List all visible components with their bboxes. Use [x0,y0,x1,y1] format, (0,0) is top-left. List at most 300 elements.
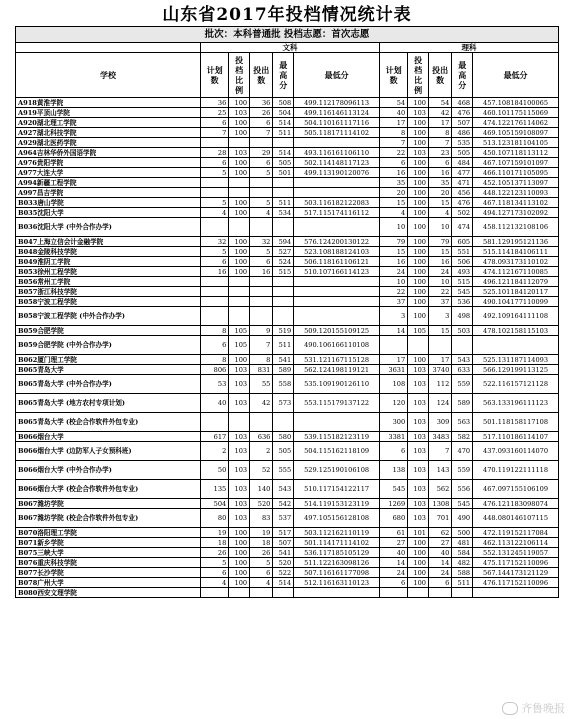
like-out: 40 [429,548,452,558]
wenke-plan [201,287,229,297]
col-out: 投出数 [250,53,273,98]
like-plan: 17 [380,355,408,365]
like-plan: 6 [380,578,408,588]
like-min: 552.131245119057 [473,548,559,558]
like-ratio: 100 [408,168,429,178]
table-row [16,208,559,218]
wenke-min: 506.118161106121 [294,257,380,267]
wenke-plan: 36 [201,98,229,108]
wenke-min: 523.108188124103 [294,247,380,257]
wenke-ratio: 100 [229,128,250,138]
wenke-out: 636 [250,432,273,442]
like-ratio: 103 [408,394,429,413]
wenke-out: 831 [250,365,273,375]
like-min: 513.123181104105 [473,138,559,148]
wenke-plan: 5 [201,198,229,208]
wenke-plan [201,277,229,287]
like-ratio: 100 [408,98,429,108]
school-name: B058宁波工程学院 (中外合作办学) [16,307,201,326]
wenke-plan: 5 [201,247,229,257]
school-name: B035沈阳大学 [16,208,201,218]
table-row [16,218,559,237]
like-min: 448.122123110093 [473,188,559,198]
table-row [16,168,559,178]
wenke-out: 55 [250,375,273,394]
like-max: 474 [452,218,473,237]
like-min: 525.131187114093 [473,355,559,365]
like-min: 501.118158117108 [473,413,559,432]
school-name: B077长沙学院 [16,568,201,578]
wenke-out: 19 [250,528,273,538]
like-ratio: 100 [408,568,429,578]
like-out: 15 [429,247,452,257]
wenke-out: 5 [250,558,273,568]
like-min: 450.107118113112 [473,148,559,158]
wenke-ratio: 100 [229,538,250,548]
like-min: 522.116157121128 [473,375,559,394]
wenke-max: 514 [273,148,294,158]
table-row [16,528,559,538]
table-row [16,267,559,277]
table-row [16,237,559,247]
like-out: 20 [429,188,452,198]
wenke-min: 514.119153123119 [294,499,380,509]
like-out: 14 [429,558,452,568]
wenke-plan: 28 [201,148,229,158]
like-max: 563 [452,413,473,432]
wenke-ratio: 103 [229,461,250,480]
like-max: 511 [452,578,473,588]
like-out: 24 [429,267,452,277]
wenke-out [250,277,273,287]
wenke-plan: 6 [201,336,229,355]
like-out: 22 [429,287,452,297]
table-row [16,326,559,336]
like-ratio: 100 [408,257,429,267]
like-min: 563.133196111123 [473,394,559,413]
like-plan: 120 [380,394,408,413]
like-ratio: 103 [408,480,429,499]
wenke-min: 535.109190126110 [294,375,380,394]
like-plan: 54 [380,98,408,108]
like-max: 582 [452,432,473,442]
like-ratio: 103 [408,442,429,461]
wenke-ratio: 100 [229,118,250,128]
wenke-plan: 2 [201,442,229,461]
like-max: 633 [452,365,473,375]
wenke-min [294,218,380,237]
like-max: 543 [452,355,473,365]
like-min: 457.108184100065 [473,98,559,108]
school-name: B056常州工学院 [16,277,201,287]
wenke-max [273,413,294,432]
school-name: B053徐州工程学院 [16,267,201,277]
like-out: 35 [429,178,452,188]
table-row [16,568,559,578]
like-min: 490.104177110099 [473,297,559,307]
like-plan: 61 [380,528,408,538]
wenke-min [294,413,380,432]
like-max: 605 [452,237,473,247]
like-max: 507 [452,118,473,128]
like-ratio: 100 [408,548,429,558]
like-out: 4 [429,208,452,218]
like-ratio [408,588,429,598]
like-max: 503 [452,326,473,336]
school-name: B049淮阴工学院 [16,257,201,267]
table-row [16,257,559,267]
like-plan: 3631 [380,365,408,375]
school-name: B048金陵科技学院 [16,247,201,257]
like-plan: 1269 [380,499,408,509]
like-max: 468 [452,98,473,108]
wenke-min: 505.118171114102 [294,128,380,138]
wenke-out: 4 [250,208,273,218]
like-min: 469.105159108097 [473,128,559,138]
table-row [16,118,559,128]
col-ratio: 投档比例 [408,53,429,98]
like-ratio: 100 [408,247,429,257]
wenke-max: 594 [273,237,294,247]
like-min: 476.117152110096 [473,578,559,588]
wenke-ratio: 103 [229,442,250,461]
like-out: 62 [429,528,452,538]
wenke-max: 541 [273,355,294,365]
like-ratio: 100 [408,208,429,218]
like-ratio: 100 [408,538,429,548]
wenke-min [294,297,380,307]
wenke-max [273,178,294,188]
like-ratio [408,336,429,355]
wenke-ratio: 100 [229,208,250,218]
school-name: A920湖北理工学院 [16,118,201,128]
wenke-out: 5 [250,247,273,257]
like-ratio: 103 [408,148,429,158]
wenke-max: 501 [273,168,294,178]
group-like: 理科 [380,43,559,53]
table-row [16,461,559,480]
wenke-out: 52 [250,461,273,480]
wenke-max: 507 [273,538,294,548]
wenke-ratio [229,138,250,148]
school-name: A964吉林华侨外国语学院 [16,148,201,158]
wenke-plan: 135 [201,480,229,499]
wenke-plan: 4 [201,578,229,588]
like-plan: 10 [380,277,408,287]
like-out: 27 [429,538,452,548]
like-min: 478.093173110102 [473,257,559,267]
like-min: 517.110186114107 [473,432,559,442]
like-min: 437.093160114070 [473,442,559,461]
school-name: B066烟台大学 (边防军人子女预科班) [16,442,201,461]
like-max: 551 [452,247,473,257]
table-row [16,158,559,168]
wenke-plan [201,588,229,598]
like-max: 559 [452,375,473,394]
like-min: 492.109164111108 [473,307,559,326]
wenke-max: 511 [273,198,294,208]
wenke-min: 576.124200130122 [294,237,380,247]
table-row [16,148,559,158]
like-max: 481 [452,538,473,548]
table-row [16,375,559,394]
wenke-out [250,413,273,432]
wenke-min: 512.116163110123 [294,578,380,588]
like-plan: 3381 [380,432,408,442]
wenke-plan [201,297,229,307]
wenke-ratio [229,188,250,198]
like-min [473,588,559,598]
school-name: B071新乡学院 [16,538,201,548]
wenke-out: 16 [250,267,273,277]
like-out: 3483 [429,432,452,442]
table-row [16,98,559,108]
like-out: 8 [429,128,452,138]
wenke-out: 29 [250,148,273,158]
wenke-ratio: 100 [229,237,250,247]
like-out [429,336,452,355]
wenke-max: 527 [273,247,294,257]
wenke-min: 531.121167115128 [294,355,380,365]
wenke-ratio: 100 [229,578,250,588]
wenke-min: 499.116146113124 [294,108,380,118]
wenke-plan: 16 [201,267,229,277]
wenke-ratio [229,287,250,297]
wenke-ratio: 100 [229,267,250,277]
school-name: B047上海立信会计金融学院 [16,237,201,247]
like-max: 584 [452,548,473,558]
like-max: 556 [452,480,473,499]
wenke-max: 522 [273,568,294,578]
wenke-min: 504.110161117116 [294,118,380,128]
like-plan: 17 [380,118,408,128]
table-row [16,499,559,509]
like-min: 496.121184112079 [473,277,559,287]
like-ratio: 100 [408,178,429,188]
like-out: 143 [429,461,452,480]
wenke-out [250,287,273,297]
like-max: 476 [452,198,473,208]
table-row [16,128,559,138]
like-plan: 15 [380,198,408,208]
batch-subtitle: 批次：本科普通批 投档志愿：首次志愿 [16,27,559,43]
wenke-max: 537 [273,509,294,528]
wenke-out: 9 [250,326,273,336]
like-plan: 108 [380,375,408,394]
like-plan: 22 [380,148,408,158]
like-plan: 16 [380,168,408,178]
table-row [16,588,559,598]
like-plan: 27 [380,538,408,548]
like-out: 37 [429,297,452,307]
wenke-max: 514 [273,578,294,588]
wenke-plan: 80 [201,509,229,528]
wechat-icon [502,702,518,715]
col-max: 最高分 [452,53,473,98]
wenke-out: 26 [250,548,273,558]
like-max: 545 [452,287,473,297]
wenke-plan: 50 [201,461,229,480]
table-row [16,578,559,588]
wenke-max: 514 [273,118,294,128]
like-out: 7 [429,442,452,461]
like-ratio: 100 [408,158,429,168]
like-out: 24 [429,568,452,578]
like-plan [380,336,408,355]
like-ratio: 101 [408,528,429,538]
wenke-plan: 5 [201,168,229,178]
wenke-ratio: 100 [229,355,250,365]
wenke-plan [201,413,229,432]
table-row [16,394,559,413]
like-max: 498 [452,307,473,326]
wenke-out: 42 [250,394,273,413]
school-name: B065青岛大学 (中外合作办学) [16,375,201,394]
wenke-out [250,297,273,307]
wenke-ratio: 105 [229,336,250,355]
like-ratio: 100 [408,307,429,326]
wenke-plan [201,307,229,326]
like-ratio: 100 [408,297,429,307]
school-name: B070洛阳理工学院 [16,528,201,538]
table-row [16,247,559,257]
like-out: 309 [429,413,452,432]
wenke-max [273,277,294,287]
table-row [16,287,559,297]
like-out: 124 [429,394,452,413]
table-row [16,108,559,118]
wenke-out: 7 [250,336,273,355]
table-row [16,480,559,499]
wenke-max: 519 [273,326,294,336]
wenke-ratio [229,307,250,326]
table-row [16,509,559,528]
wenke-max: 555 [273,461,294,480]
wenke-min: 503.116182122083 [294,198,380,208]
table-row [16,277,559,287]
wenke-ratio: 103 [229,365,250,375]
school-name: A927湖北科技学院 [16,128,201,138]
like-plan: 35 [380,178,408,188]
admission-table [15,26,559,598]
like-max: 545 [452,499,473,509]
like-min: 467.118134113102 [473,198,559,208]
like-ratio: 100 [408,578,429,588]
wenke-min [294,188,380,198]
col-ratio: 投档比例 [229,53,250,98]
school-name: B059合肥学院 (中外合作办学) [16,336,201,355]
like-out: 10 [429,218,452,237]
wenke-out [250,188,273,198]
like-min: 448.080146107115 [473,509,559,528]
wenke-plan [201,138,229,148]
like-plan: 24 [380,267,408,277]
like-min: 458.112132108106 [473,218,559,237]
wenke-ratio: 100 [229,528,250,538]
school-name: B078广州大学 [16,578,201,588]
school-name: A918黄淮学院 [16,98,201,108]
wenke-max: 589 [273,365,294,375]
school-name: A994新疆工程学院 [16,178,201,188]
like-ratio: 103 [408,499,429,509]
wenke-min: 510.107166114123 [294,267,380,277]
wenke-min: 499.113190120076 [294,168,380,178]
school-name: A919平顶山学院 [16,108,201,118]
wenke-ratio [229,413,250,432]
like-min: 476.121183098074 [473,499,559,509]
wenke-ratio: 100 [229,168,250,178]
table-row [16,188,559,198]
wenke-max [273,297,294,307]
wenke-ratio [229,178,250,188]
wenke-min: 503.112162110119 [294,528,380,538]
like-max [452,588,473,598]
school-name: B067潍坊学院 [16,499,201,509]
like-plan: 37 [380,297,408,307]
wenke-out: 5 [250,198,273,208]
wenke-max: 534 [273,208,294,218]
column-header-row [16,53,559,98]
wenke-plan: 40 [201,394,229,413]
wenke-out: 83 [250,509,273,528]
school-name: B080西安文理学院 [16,588,201,598]
wenke-min: 536.117185105129 [294,548,380,558]
like-max: 482 [452,558,473,568]
like-plan: 22 [380,287,408,297]
like-plan: 15 [380,247,408,257]
like-out: 562 [429,480,452,499]
table-row [16,138,559,148]
wenke-max: 515 [273,267,294,277]
wenke-plan: 18 [201,538,229,548]
like-min: 452.105137113097 [473,178,559,188]
like-plan: 40 [380,108,408,118]
like-max: 515 [452,277,473,287]
like-ratio: 103 [408,509,429,528]
table-row [16,548,559,558]
table-row [16,558,559,568]
wenke-max: 573 [273,394,294,413]
wenke-min [294,287,380,297]
wenke-plan: 53 [201,375,229,394]
wenke-max: 511 [273,336,294,355]
wenke-min: 504.115162118109 [294,442,380,461]
wenke-out: 520 [250,499,273,509]
school-name: B059合肥学院 [16,326,201,336]
like-out: 15 [429,326,452,336]
like-out: 17 [429,355,452,365]
wenke-max [273,138,294,148]
wenke-out: 32 [250,237,273,247]
wenke-out: 2 [250,442,273,461]
like-max: 505 [452,148,473,158]
like-max: 588 [452,568,473,578]
like-ratio: 103 [408,461,429,480]
wenke-max: 542 [273,499,294,509]
table-row [16,413,559,432]
wenke-ratio: 100 [229,257,250,267]
wenke-min: 562.124198119121 [294,365,380,375]
wenke-min: 510.117154122117 [294,480,380,499]
like-ratio: 100 [408,277,429,287]
wenke-ratio: 100 [229,568,250,578]
like-max: 456 [452,188,473,198]
wenke-out: 6 [250,257,273,267]
like-ratio: 100 [408,355,429,365]
like-plan: 79 [380,237,408,247]
like-plan: 6 [380,158,408,168]
wenke-ratio: 103 [229,148,250,158]
